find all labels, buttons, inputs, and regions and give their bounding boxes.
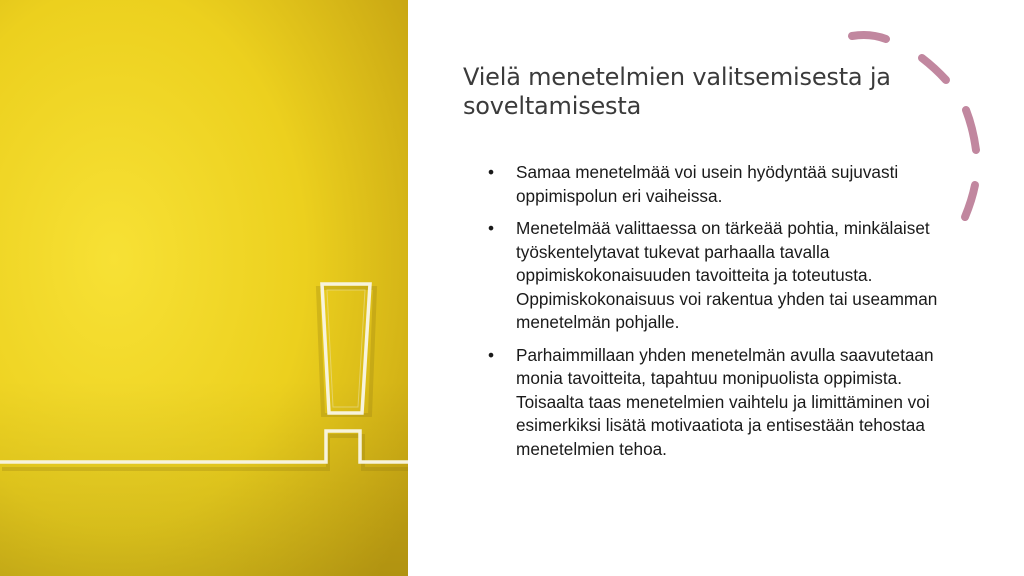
slide-title: Vielä menetelmien valitsemisesta ja soveltamisesta [463,63,891,120]
bullet-text: Samaa menetelmää voi usein hyödyntää sujuvasti oppimispolun eri vaiheissa. [516,162,899,206]
bullet-icon: • [488,162,495,182]
list-item [488,344,968,462]
bullet-text: Parhaimmillaan yhden menetelmän avulla saavutetaan monia tavoitteita, tapahtuu monipuolista oppimista. Toisaalta taas menetelmien vaihtelu ja limittäminen voi esimerkiksi lisätä motivaatiota ja entisestään tehostaa menetelmien tehoa. [516,344,934,459]
exclamation-image [0,0,408,576]
bullet-icon: • [488,218,495,238]
list-item [488,161,968,208]
bullet-text: Menetelmää valittaessa on tärkeää pohtia, minkälaiset työskentelytavat tukevat parhaalla tavalla oppimiskokonaisuuden tavoitteita ja toteutusta. Oppimiskokonaisuus voi rakentua yhden tai useamman menetelmän pohjalle. [516,218,938,332]
list-item [488,217,968,335]
exclamation-mark-icon [0,0,408,576]
bullet-icon: • [488,344,495,365]
bullet-list [488,161,968,470]
